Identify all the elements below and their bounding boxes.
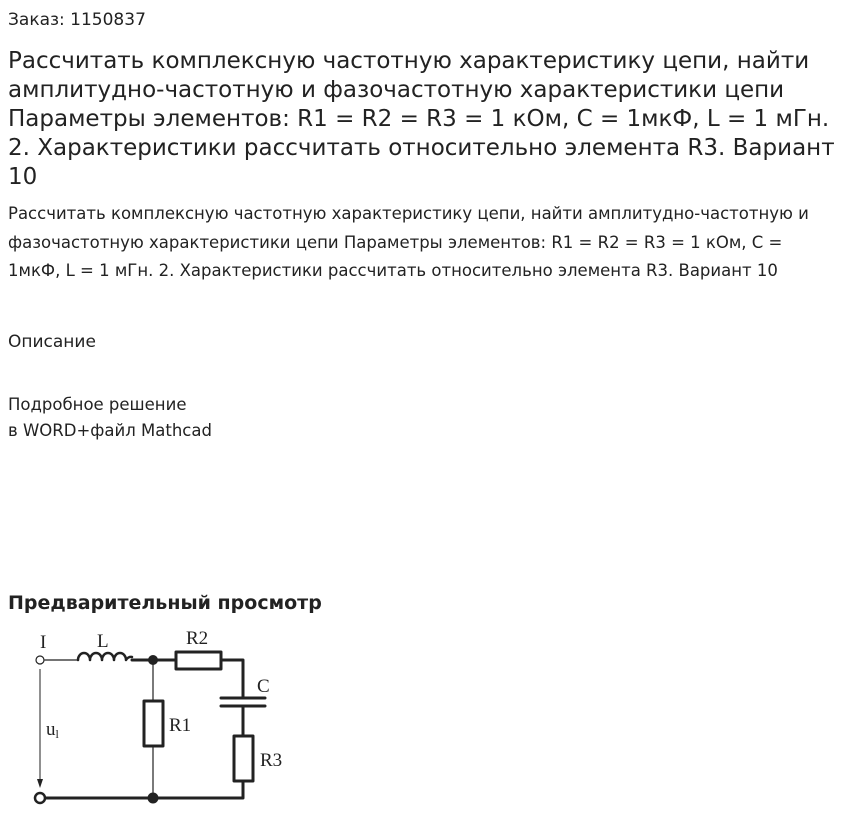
description-line: в WORD+файл Mathcad [8, 421, 212, 440]
task-text: Рассчитать комплексную частотную характеристику цепи, найти амплитудно-частотную и фазочастотную характеристики цепи Параметры элементов: R1 = R2 = R3 = 1 кОм, С = 1мкФ, L = 1 мГн. 2. Характеристики рассчитать относительно элемента R3. Вариант 10 [8, 204, 809, 280]
description-heading: Описание [8, 332, 96, 352]
junction-node-bottom [148, 793, 159, 804]
description-body [8, 392, 212, 444]
wire-r2-capacitor [221, 660, 243, 698]
inductor-label: L [97, 631, 109, 652]
page-title: Рассчитать комплексную частотную характеристику цепи, найти амплитудно-частотную и фазочастотную характеристики цепи Параметры элементов: R1 = R2 = R3 = 1 кОм, С = 1мкФ, L = 1 мГн. 2. Характеристики рассчитать относительно элемента R3. Вариант 10 [8, 48, 835, 190]
resistor-r2-symbol [176, 652, 221, 669]
voltage-subscript: l [55, 727, 59, 741]
wire-r3-bottom [153, 781, 243, 798]
resistor-r1-symbol [144, 701, 163, 746]
preview-heading: Предварительный просмотр [8, 592, 322, 614]
description-line: Подробное решение [8, 395, 187, 414]
input-terminal-top [36, 656, 44, 664]
voltage-arrow [37, 669, 43, 788]
order-number: Заказ: 1150837 [8, 10, 146, 30]
resistor-r3-symbol [234, 736, 253, 781]
circuit-diagram-preview [22, 623, 302, 813]
resistor-r1-label: R1 [169, 715, 192, 736]
resistor-r3-label: R3 [260, 750, 283, 771]
voltage-label [46, 719, 60, 741]
capacitor-label: C [257, 676, 270, 697]
inductor-symbol [78, 653, 132, 660]
resistor-r2-label: R2 [186, 628, 209, 649]
input-terminal-bottom [35, 793, 45, 803]
current-label: I [40, 632, 47, 653]
junction-node-top [148, 655, 158, 665]
voltage-symbol: u [46, 719, 56, 740]
